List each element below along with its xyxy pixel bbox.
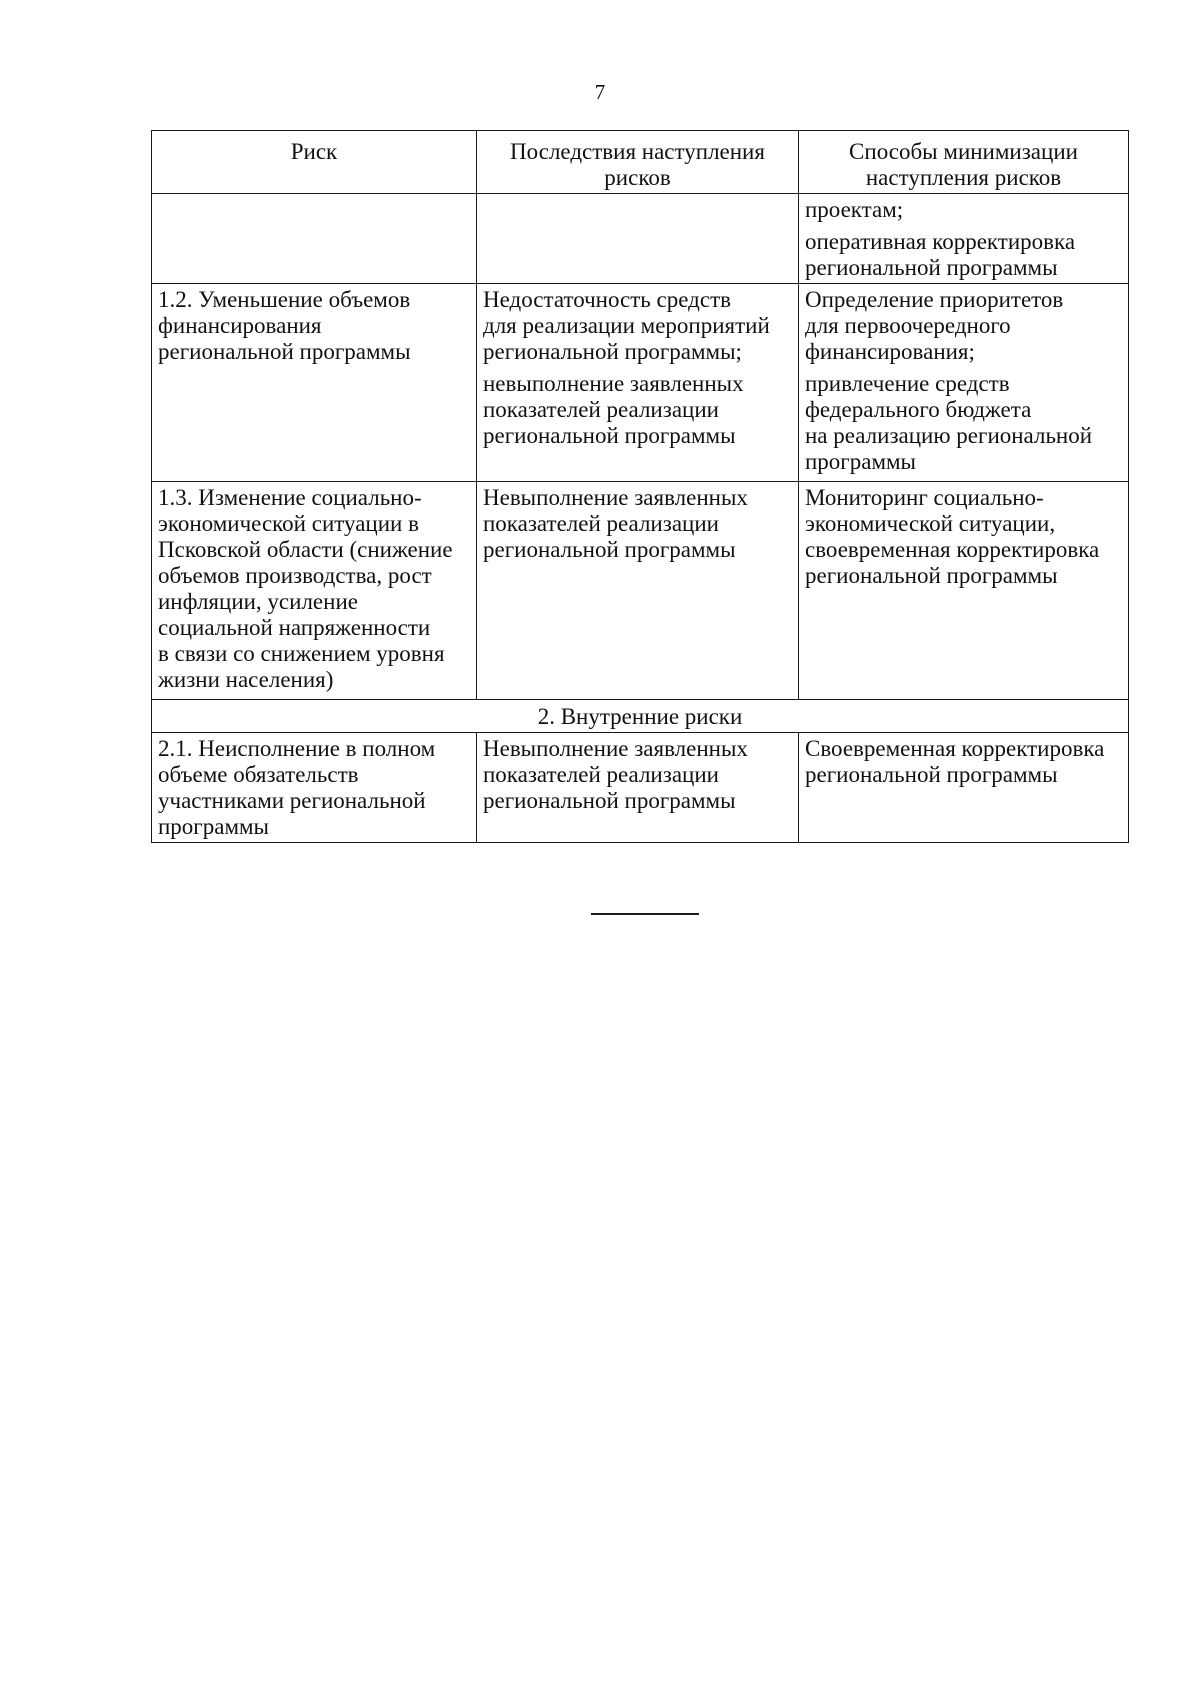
header-mitigation: Способы минимизации наступления рисков	[799, 131, 1129, 194]
table-section-row	[152, 700, 1129, 733]
cell-mitigation: Мониторинг социально- экономической ситуации, своевременная корректировка региональной программы	[799, 482, 1129, 700]
table-row-continuation	[152, 194, 1129, 284]
table-header-row	[152, 131, 1129, 194]
risk-table	[151, 130, 1129, 843]
page-number: 7	[594, 80, 606, 104]
cell-risk: 2.1. Неисполнение в полном объеме обязательств участниками региональной программы	[152, 733, 477, 843]
mitigation-paragraph: проектам;	[805, 197, 904, 222]
consequence-paragraph: Недостаточность средств для реализации мероприятий региональной программы;	[483, 287, 770, 364]
consequence-paragraph: невыполнение заявленных показателей реализации региональной программы	[483, 371, 744, 448]
mitigation-paragraph: привлечение средств федерального бюджета на реализацию региональной программы	[805, 371, 1093, 474]
cell-consequences: Невыполнение заявленных показателей реализации региональной программы	[477, 482, 799, 700]
mitigation-paragraph: Определение приоритетов для первоочередного финансирования;	[805, 287, 1064, 364]
cell-consequences: Невыполнение заявленных показателей реализации региональной программы	[477, 733, 799, 843]
table-row-1-2	[152, 284, 1129, 482]
table-row-1-3	[152, 482, 1129, 700]
end-of-document-rule	[591, 913, 699, 915]
cell-mitigation: Своевременная корректировка региональной программы	[799, 733, 1129, 843]
cell-consequences	[477, 284, 799, 482]
header-consequences: Последствия наступления рисков	[477, 131, 799, 194]
table-row-2-1	[152, 733, 1129, 843]
cell-mitigation	[799, 194, 1129, 284]
mitigation-paragraph: оперативная корректировка региональной программы	[805, 229, 1076, 280]
cell-risk	[152, 194, 477, 284]
section-title-internal-risks: 2. Внутренние риски	[152, 700, 1129, 733]
header-risk: Риск	[152, 131, 477, 194]
cell-risk: 1.2. Уменьшение объемов финансирования региональной программы	[152, 284, 477, 482]
cell-mitigation	[799, 284, 1129, 482]
cell-risk: 1.3. Изменение социально- экономической ситуации в Псковской области (снижение объемов производства, рост инфляции, усиление социальной напряженности в связи со снижением уровня жизни населения)	[152, 482, 477, 700]
cell-consequences	[477, 194, 799, 284]
